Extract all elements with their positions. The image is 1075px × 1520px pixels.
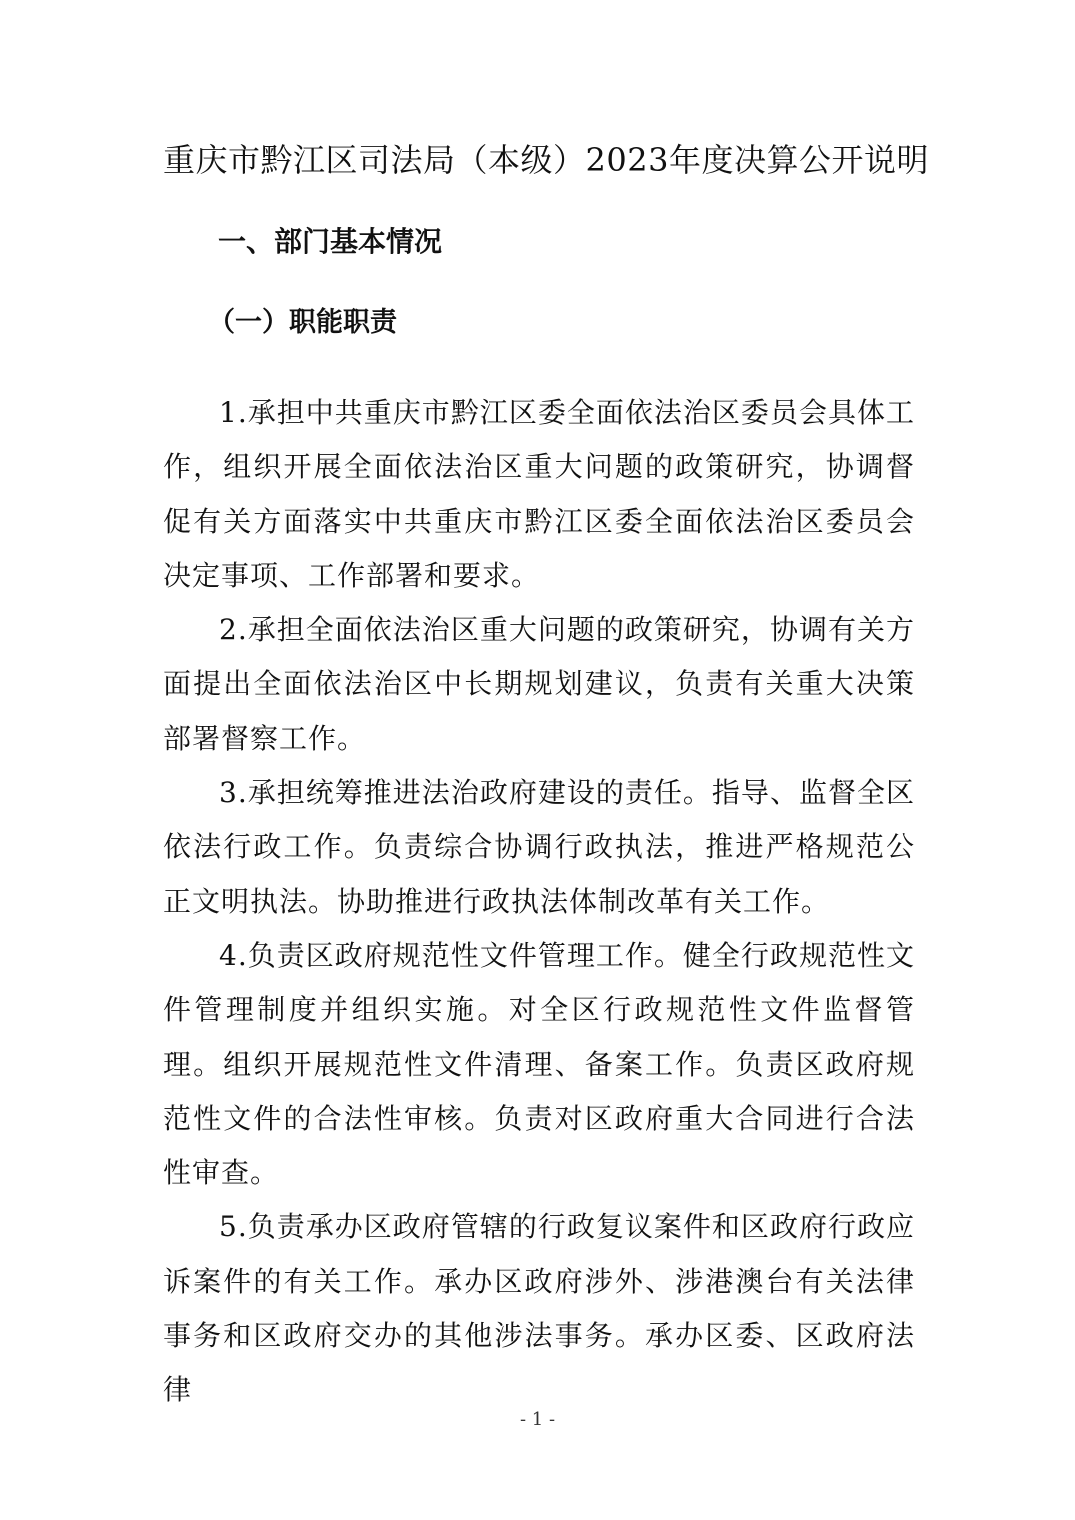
paragraph-4: 4.负责区政府规范性文件管理工作。健全行政规范性文件管理制度并组织实施。对全区行政规范性文件监督管理。组织开展规范性文件清理、备案工作。负责区政府规范性文件的合法性审核。负责对区政府重大合同进行合法性审查。 <box>163 938 915 1190</box>
paragraph-3: 3.承担统筹推进法治政府建设的责任。指导、监督全区依法行政工作。负责综合协调行政执法，推进严格规范公正文明执法。协助推进行政执法体制改革有关工作。 <box>163 776 915 918</box>
page-number: - 1 - <box>519 1409 556 1430</box>
document-title: 重庆市黔江区司法局（本级）2023年度决算公开说明 <box>163 141 929 179</box>
paragraph-2: 2.承担全面依法治区重大问题的政策研究，协调有关方面提出全面依法治区中长期规划建议，负责有关重大决策部署督察工作。 <box>163 613 915 755</box>
subsection-heading: （一）职能职责 <box>208 307 397 338</box>
section-heading: 一、部门基本情况 <box>218 225 443 258</box>
paragraph-1: 1.承担中共重庆市黔江区委全面依法治区委员会具体工作，组织开展全面依法治区重大问题的政策研究，协调督促有关方面落实中共重庆市黔江区委全面依法治区委员会决定事项、工作部署和要求。 <box>163 396 915 592</box>
paragraph-5: 5.负责承办区政府管辖的行政复议案件和区政府行政应诉案件的有关工作。承办区政府涉外、涉港澳台有关法律事务和区政府交办的其他涉法事务。承办区委、区政府法律 <box>163 1210 915 1407</box>
body-text <box>163 386 915 1418</box>
